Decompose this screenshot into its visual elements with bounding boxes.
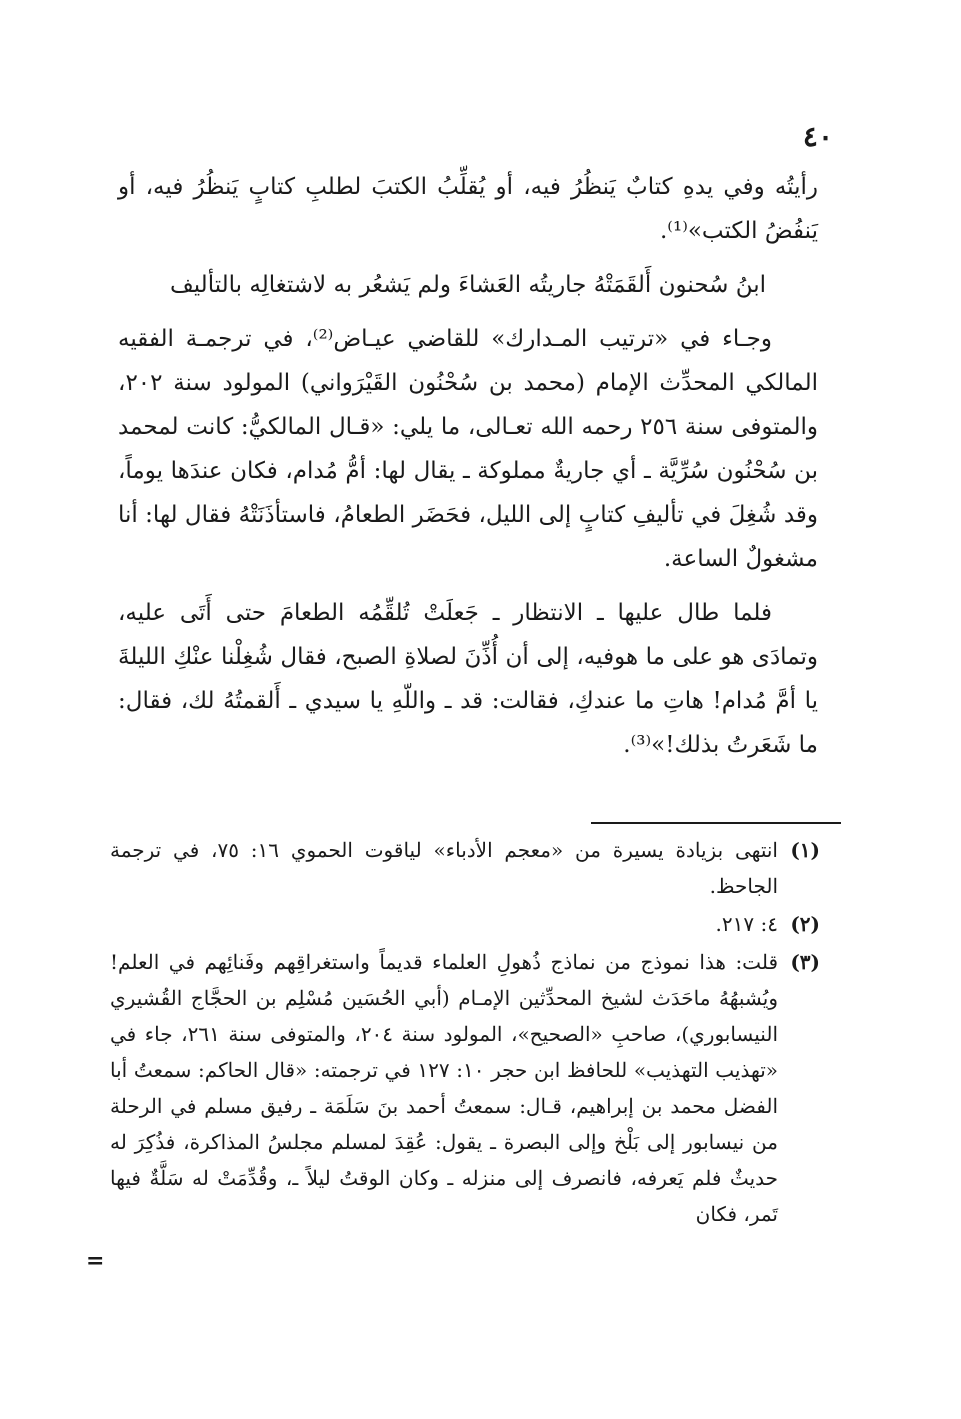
footnote-number: (١) xyxy=(790,838,820,862)
footnote-1 xyxy=(110,832,820,904)
footnote-3 xyxy=(110,944,820,1232)
page-number: ٤٠ xyxy=(802,120,833,153)
footnote-divider xyxy=(591,822,841,824)
continuation-mark: = xyxy=(86,1248,105,1274)
paragraph-3: فلما طال عليها ـ الانتظار ـ جَعلَتْ تُلقِّمُه الطعامَ حتى أَتَى عليه، وتمادَى هو على ما هوفيه، إلى أن أُذِّنَ لصلاةِ الصبح، فقال شُغِلْنا عنْكِ الليلةَ يا أمَّ مُدام! هاتِ ما عندكِ، فقالت: قد ـ واللّهِ يا سيدي ـ أَلقمتُهُ لك، فقال: ما شَعَرتُ بذلك!»⁽³⁾. xyxy=(118,600,818,758)
main-text xyxy=(118,165,818,777)
footnote-text: ٤: ٢١٧. xyxy=(715,912,778,936)
footnote-2 xyxy=(110,906,820,942)
footnote-number: (٣) xyxy=(790,950,820,974)
paragraph-1: رأيتُه وفي يدهِ كتابٌ يَنظُرُ فيه، أو يُقلِّبُ الكتبَ لطلبِ كتابٍ يَنظُرُ فيه، أو يَنفُضُ الكتب»⁽¹⁾. xyxy=(118,174,818,244)
footnotes xyxy=(110,832,820,1234)
paragraph-2: وجـاء في «ترتيب المـدارك» للقاضي عيـاض⁽²⁾، في ترجمـة الفقيه المالكي المحدِّث الإمام (محمد بن سُحْنُون القَيْرَواني) المولود سنة ٢٠٢، والمتوفى سنة ٢٥٦ رحمه الله تعـالى، ما يلي: «قـال المالكيُّ: كانت لمحمد بن سُحْنُون سُرِّيَّة ـ أي جاريةٌ مملوكة ـ يقال لها: أمُّ مُدام، فكان عندَها يوماً، وقد شُغِلَ في تأليفِ كتابٍ إلى الليل، فحَضَر الطعامُ، فاستأذَنَتْهُ فقال لها: أنا مشغولٌ الساعة. xyxy=(118,326,818,572)
footnote-text: انتهى بزيادة يسيرة من «معجم الأدباء» لياقوت الحموي ١٦: ٧٥، في ترجمة الجاحظ. xyxy=(110,838,778,898)
footnote-text: قلت: هذا نموذج من نماذج ذُهولِ العلماء قديماً واستغراقِهم وفَنائِهم في العلم! ويُشبهُهُ ماحَدَث لشيخ المحدِّثين الإمـام (أبي الحُسَين مُسْلِم بن الحجَّاج القُشيري النيسابوري)، صاحبِ «الصحيح»، المولود سنة ٢٠٤، والمتوفى سنة ٢٦١، جاء في «تهذيب التهذيب» للحافظ ابن حجر ١٠: ١٢٧ في ترجمته: «قال الحاكم: سمعتُ أبا الفضل محمد بن إبراهيم، قـال: سمعتُ أحمد بنَ سَلَمَة ـ رفيق مسلم في الرحلة من نيسابور إلى بَلْخ وإلى البصرة ـ يقول: عُقِدَ لمسلم مجلسُ المذاكرة، فذُكِرَ له حديثٌ فلم يَعرفه، فانصرف إلى منزله ـ وكان الوقتُ ليلاً ـ، وقُدِّمَتْ له سَلَّةٌ فيها تَمر، فكان xyxy=(110,950,779,1226)
section-heading: ابنُ سُحنون أَلقَمَتْهُ جاريتُه العَشاءَ ولم يَشعُر به لاشتغالِه بالتأليف xyxy=(169,272,767,298)
footnote-number: (٢) xyxy=(790,912,820,936)
